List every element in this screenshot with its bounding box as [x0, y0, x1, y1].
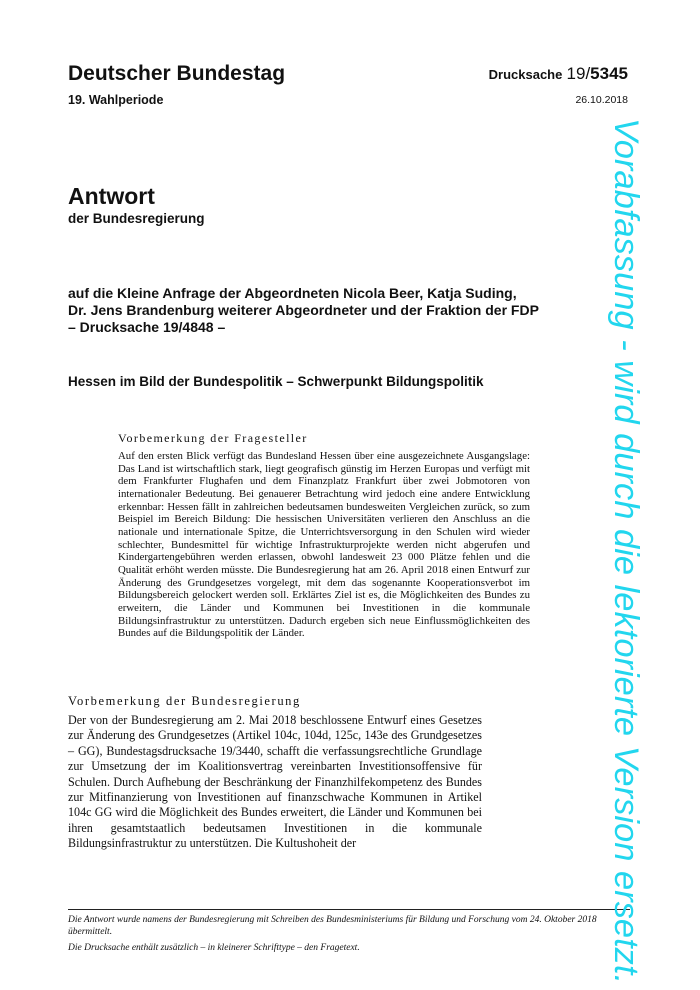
query-line: Dr. Jens Brandenburg weiterer Abgeordneter und der Fraktion der FDP — [68, 302, 539, 318]
fragesteller-heading: Vorbemerkung der Fragesteller — [118, 431, 308, 445]
drucksache-number-prefix: 19/ — [566, 64, 591, 83]
organization-title: Deutscher Bundestag — [68, 62, 286, 85]
topic-title: Hessen im Bild der Bundespolitik – Schwerpunkt Bildungspolitik — [68, 374, 484, 389]
bundesregierung-text: Der von der Bundesregierung am 2. Mai 2018 beschlossene Entwurf eines Gesetzes zur Änderung des Grundgesetzes (Artikel 104c, 104d, 125c, 143e des Grundgesetzes – GG), Bundestagsdrucksache 19/3440, schafft die verfassungsrechtliche Grundlage zur Umsetzung der im Koalitionsvertrag vereinbarten Investitionsoffensive für Schulen. Durch Aufhebung der Beschränkung der Finanzhilfekompetenz des Bundes zur Mitfinanzierung von Investitionen auf finanzschwache Kommunen in Artikel 104c GG wird die Möglichkeit des Bundes erweitert, die Länder und Kommunen bei ihren gesamtstaatlich bedeutsamen Investitionen in die kommunale Bildungsinfrastruktur zu unterstützen. Die Kultushoheit der — [68, 713, 482, 851]
drucksache-number-main: 5345 — [590, 64, 628, 83]
bundesregierung-heading: Vorbemerkung der Bundesregierung — [68, 694, 301, 708]
footnote-divider — [68, 909, 630, 910]
drucksache-number — [489, 64, 628, 84]
fragesteller-text: Auf den ersten Blick verfügt das Bundesland Hessen über eine ausgezeichnete Ausgangslage: Das Land ist wirtschaftlich stark, liegt geografisch günstig im Herzen Europas und verfügt mit dem Frankfurter Flughafen und dem Finanzplatz Frankfurt über zwei Jobmotoren von internationaler Bedeutung. Bei genauerer Betrachtung wird jedoch eine andere Entwicklung erkennbar: Hessen fällt in zahlreichen bedeutsamen bundesweiten Vergleichen zurück, so zum Beispiel im Bereich Bildung: Die hessischen Universitäten verlieren den Anschluss an die nationale und internationale Spitze, die Unterrichtsversorgung in den Schulen wird wieder schlechter, Bundesmittel für wichtige Infrastrukturprojekte werden nicht abgerufen und Kindergartengebühren werden erlassen, obwohl landesweit 23 000 Plätze fehlen und die Qualität erhöht werden müsste. Die Bundesregierung hat am 26. April 2018 einen Entwurf zur Änderung des Grundgesetzes vorgelegt, mit dem das sogenannte Kooperationsverbot im Bildungsbereich gelockert werden soll. Erklärtes Ziel ist es, die Möglichkeiten des Bundes zu erweitern, die Länder und Kommunen bei Investitionen in die kommunale Bildungsinfrastruktur zu unterstützen. Dadurch ergeben sich neue Einflussmöglichkeiten des Bundes auf die Bildungspolitik der Länder. — [118, 450, 530, 640]
query-line: – Drucksache 19/4848 – — [68, 319, 226, 335]
footnote-transmission: Die Antwort wurde namens der Bundesregierung mit Schreiben des Bundesministeriums für Bildung und Forschung vom 24. Oktober 2018 übermittelt. — [68, 915, 597, 937]
legislative-period: 19. Wahlperiode — [68, 93, 164, 107]
query-reference — [68, 285, 568, 336]
document-date: 26.10.2018 — [575, 94, 628, 106]
answer-subtitle: der Bundesregierung — [68, 211, 205, 226]
footnote-question-text: Die Drucksache enthält zusätzlich – in kleinerer Schrifttype – den Fragetext. — [68, 943, 360, 953]
query-line: auf die Kleine Anfrage der Abgeordneten Nicola Beer, Katja Suding, — [68, 285, 517, 301]
drucksache-label: Drucksache — [488, 67, 563, 82]
answer-title: Antwort — [68, 183, 155, 209]
draft-watermark: Vorabfassung - wird durch die lektorierte Version ersetzt. — [607, 118, 645, 985]
